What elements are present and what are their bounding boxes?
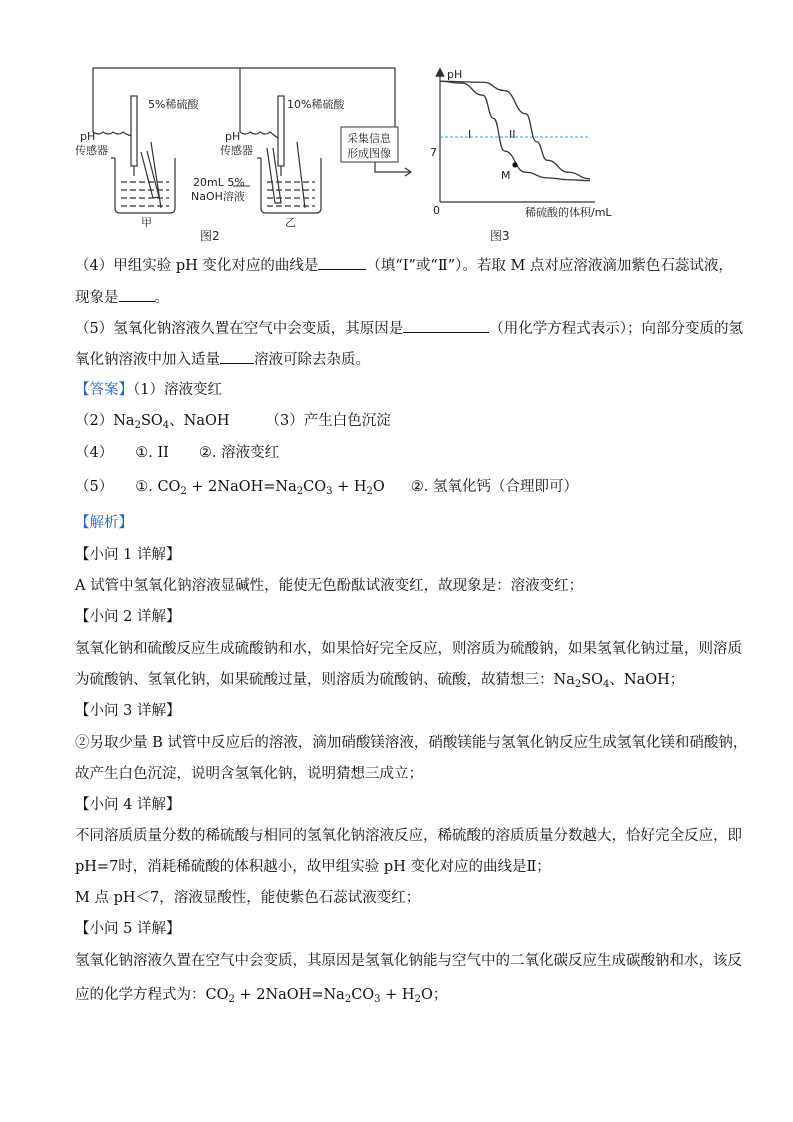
analysis-heading-3: 【小问 3 详解】 bbox=[75, 703, 181, 719]
box-line-1: 采集信息 bbox=[347, 132, 391, 145]
question-4-line-2: 现象是 。 bbox=[75, 287, 169, 308]
analysis-heading-1: 【小问 1 详解】 bbox=[75, 547, 181, 563]
answer-tag: 【答案】 bbox=[75, 382, 133, 398]
point-m bbox=[512, 162, 517, 167]
solution-label-1: 20mL 5% bbox=[193, 176, 245, 189]
analysis-text-3a: ②另取少量 B 试管中反应后的溶液，滴加硝酸镁溶液，硝酸镁能与氢氧化钠反应生成氢氧化镁和硝酸钠， bbox=[75, 735, 748, 751]
sensor-left-label-2: 传感器 bbox=[75, 144, 108, 157]
sensor-right-label-1: pH bbox=[225, 130, 241, 143]
acid-right-label: 10%稀硫酸 bbox=[287, 98, 345, 111]
analysis-text-4c: M 点 pH＜7，溶液显酸性，能使紫色石蕊试液变红； bbox=[75, 890, 421, 906]
answer-line-4: （5） ①. $CO_2$ + $2NaOH=Na_2CO_3 + H_2O$ ②. 氢氧化钙（合理即可） bbox=[75, 479, 578, 497]
answer-line-1: 【答案】（1）溶液变红 bbox=[75, 382, 222, 398]
solution-label-2: NaOH溶液 bbox=[191, 190, 245, 203]
beaker-right-label: 乙 bbox=[285, 216, 296, 229]
question-5-line-1: （5）氢氧化钠溶液久置在空气中会变质，其原因是 （用化学方程式表示）；向部分变质的氢 bbox=[75, 318, 743, 339]
sensor-left-label-1: pH bbox=[80, 130, 96, 143]
analysis-heading-4: 【小问 4 详解】 bbox=[75, 797, 181, 813]
analysis-text-1: A 试管中氢氧化钠溶液显碱性，能使无色酚酞试液变红，故现象是：溶液变红； bbox=[75, 578, 584, 594]
curve-i-label: I bbox=[468, 128, 472, 141]
figure-3-chart bbox=[425, 58, 640, 244]
analysis-text-2a: 氢氧化钠和硫酸反应生成硫酸钠和水，如果恰好完全反应，则溶质为硫酸钠，如果氢氧化钠过量，则溶质 bbox=[75, 641, 742, 657]
x-axis-label: 稀硫酸的体积/mL bbox=[525, 206, 612, 219]
sensor-right-label-2: 传感器 bbox=[220, 144, 253, 157]
analysis-text-2b: 为硫酸钠、氢氧化钠，如果硫酸过量，则溶质为硫酸钠、硫酸，故猜想三：$Na_2SO_4$、NaOH； bbox=[75, 672, 685, 690]
figure-2-apparatus bbox=[75, 58, 420, 244]
blank-q4-phenomenon bbox=[119, 287, 155, 302]
analysis-text-3b: 故产生白色沉淀，说明含氢氧化钠，说明猜想三成立； bbox=[75, 766, 423, 782]
origin-label: 0 bbox=[433, 204, 440, 217]
point-m-label: M bbox=[501, 168, 511, 182]
blank-q5-equation bbox=[403, 318, 489, 333]
beaker-left-label: 甲 bbox=[141, 216, 152, 229]
figure-2-caption: 图2 bbox=[200, 229, 220, 243]
box-line-2: 形成图像 bbox=[347, 147, 391, 160]
analysis-tag: 【解析】 bbox=[75, 515, 133, 531]
analysis-heading-2: 【小问 2 详解】 bbox=[75, 609, 181, 625]
analysis-text-4b: pH=7时，消耗稀硫酸的体积越小，故甲组实验 pH 变化对应的曲线是Ⅱ； bbox=[75, 859, 551, 875]
analysis-text-5b: 应的化学方程式为：$CO_2$ + $2NaOH=Na_2CO_3 + H_2O$； bbox=[75, 987, 448, 1005]
analysis-text-5a: 氢氧化钠溶液久置在空气中会变质，其原因是氢氧化钠能与空气中的二氧化碳反应生成碳酸钠和水，该反 bbox=[75, 953, 742, 969]
data-collector-box bbox=[341, 127, 398, 162]
analysis-heading-5: 【小问 5 详解】 bbox=[75, 921, 181, 937]
blank-q5-reagent bbox=[220, 349, 254, 364]
question-5-line-2: 氧化钠溶液中加入适量 溶液可除去杂质。 bbox=[75, 349, 370, 370]
figure-3-caption: 图3 bbox=[490, 229, 510, 243]
answer-line-2: $(2)Na_2SO_4$、NaOH （3）产生白色沉淀 bbox=[75, 413, 391, 431]
acid-left-label: 5%稀硫酸 bbox=[148, 98, 199, 111]
analysis-text-4a: 不同溶质质量分数的稀硫酸与相同的氢氧化钠溶液反应，稀硫酸的溶质质量分数越大，恰好完全反应，即 bbox=[75, 828, 742, 844]
y-tick-7: 7 bbox=[430, 146, 437, 159]
blank-q4-curve bbox=[318, 255, 366, 270]
y-axis-label: pH bbox=[447, 68, 463, 81]
curve-ii-label: II bbox=[509, 128, 516, 141]
question-4-line-1: （4）甲组实验 pH 变化对应的曲线是 （填“I”或“Ⅱ”）。若取 M 点对应溶液滴加紫色石蕊试液， bbox=[75, 255, 733, 276]
answer-line-3: （4） ①. II ②. 溶液变红 bbox=[75, 445, 280, 461]
